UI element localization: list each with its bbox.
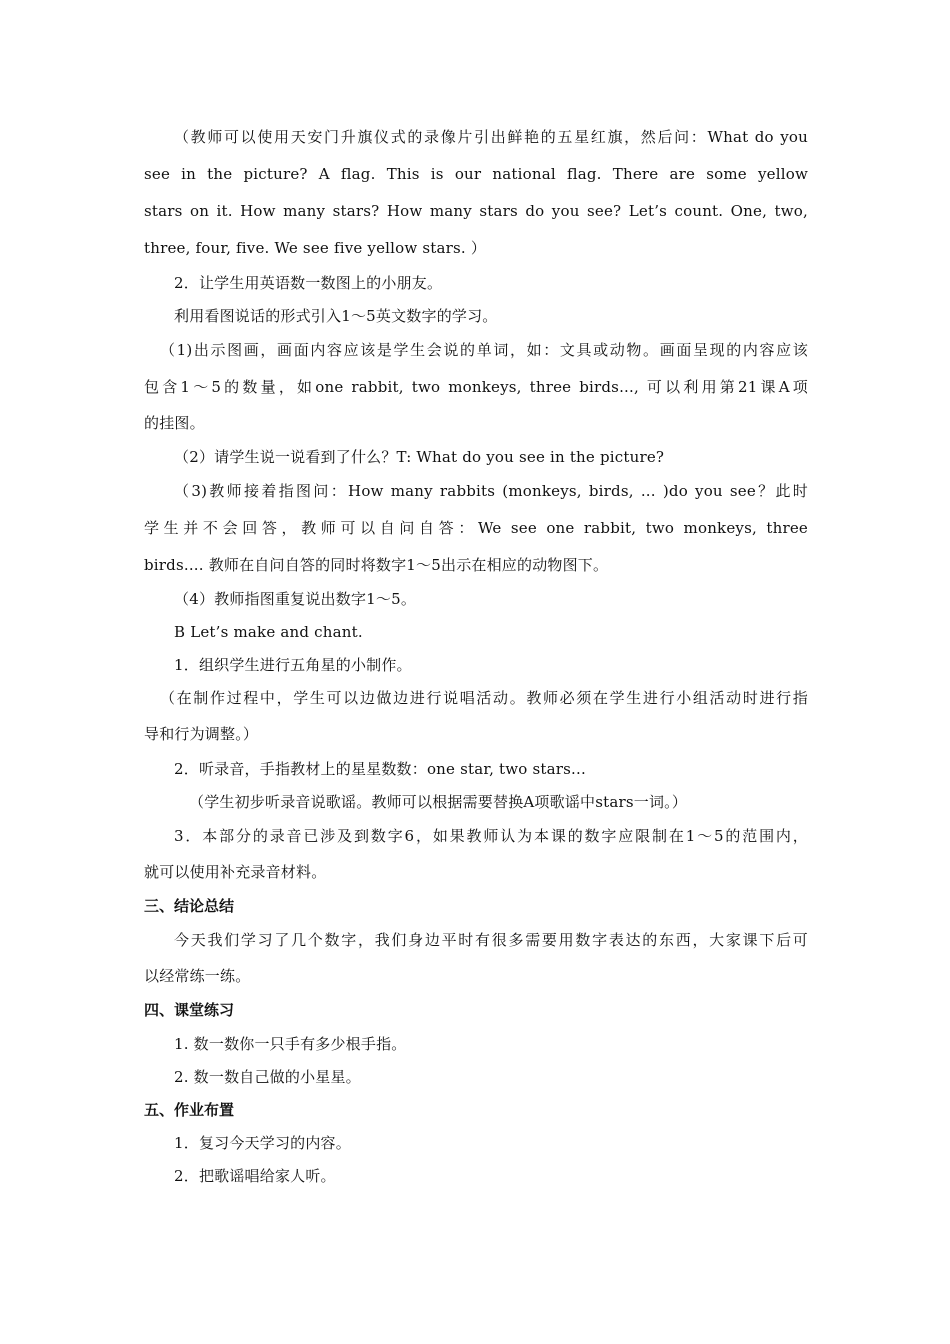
paragraph-line: 导和行为调整。） (144, 725, 259, 743)
paragraph-line: B Let’s make and chant. (174, 623, 363, 641)
paragraph-line: （1)出示图画，画面内容应该是学生会说的单词，如：文具或动物。画面呈现的内容应该 (160, 341, 808, 359)
section-heading-conclusion: 三、结论总结 (144, 897, 235, 915)
section-heading-practice: 四、课堂练习 (144, 1001, 235, 1019)
paragraph-line: （3)教师接着指图问：How many rabbits (monkeys, birds, ... )do you see？此时 (174, 482, 808, 500)
paragraph-line: stars on it. How many stars? How many stars do you see? Let’s count. One, two, (144, 202, 808, 220)
paragraph-line: （4）教师指图重复说出数字1～5。 (174, 590, 417, 608)
paragraph-line: 2．让学生用英语数一数图上的小朋友。 (174, 274, 443, 292)
paragraph-line: three, four, five. We see five yellow stars. ） (144, 239, 487, 257)
paragraph-line: （学生初步听录音说歌谣。教师可以根据需要替换A项歌谣中stars一词。） (189, 793, 688, 811)
list-item: 1. 数一数你一只手有多少根手指。 (174, 1035, 407, 1053)
list-item: 2．把歌谣唱给家人听。 (174, 1167, 336, 1185)
paragraph-line: 的挂图。 (144, 414, 205, 432)
paragraph-line: 2．听录音，手指教材上的星星数数：one star, two stars... (174, 760, 586, 778)
list-item: 1．复习今天学习的内容。 (174, 1134, 351, 1152)
paragraph-line: 以经常练一练。 (144, 967, 251, 985)
paragraph-line: birds.... 教师在自问自答的同时将数字1～5出示在相应的动物图下。 (144, 556, 609, 574)
paragraph-line: （教师可以使用天安门升旗仪式的录像片引出鲜艳的五星红旗，然后问：What do you (174, 128, 808, 146)
paragraph-line: 利用看图说话的形式引入1～5英文数字的学习。 (174, 307, 498, 325)
section-heading-homework: 五、作业布置 (144, 1101, 235, 1119)
paragraph-line: 今天我们学习了几个数字，我们身边平时有很多需要用数字表达的东西，大家课下后可 (174, 931, 808, 949)
list-item: 2. 数一数自己做的小星星。 (174, 1068, 361, 1086)
paragraph-line: 就可以使用补充录音材料。 (144, 863, 327, 881)
paragraph-line: （在制作过程中，学生可以边做边进行说唱活动。教师必须在学生进行小组活动时进行指 (160, 689, 808, 707)
paragraph-line: （2）请学生说一说看到了什么？T: What do you see in the picture? (174, 448, 665, 466)
paragraph-line: 学生并不会回答，教师可以自问自答：We see one rabbit, two monkeys, three (144, 519, 808, 537)
paragraph-line: 3．本部分的录音已涉及到数字6，如果教师认为本课的数字应限制在1～5的范围内， (174, 827, 808, 845)
paragraph-line: 1．组织学生进行五角星的小制作。 (174, 656, 412, 674)
paragraph-line: see in the picture? A flag. This is our national flag. There are some yellow (144, 165, 808, 183)
paragraph-line: 包含1～5的数量，如one rabbit, two monkeys, three birds..., 可以利用第21课A项 (144, 378, 808, 396)
